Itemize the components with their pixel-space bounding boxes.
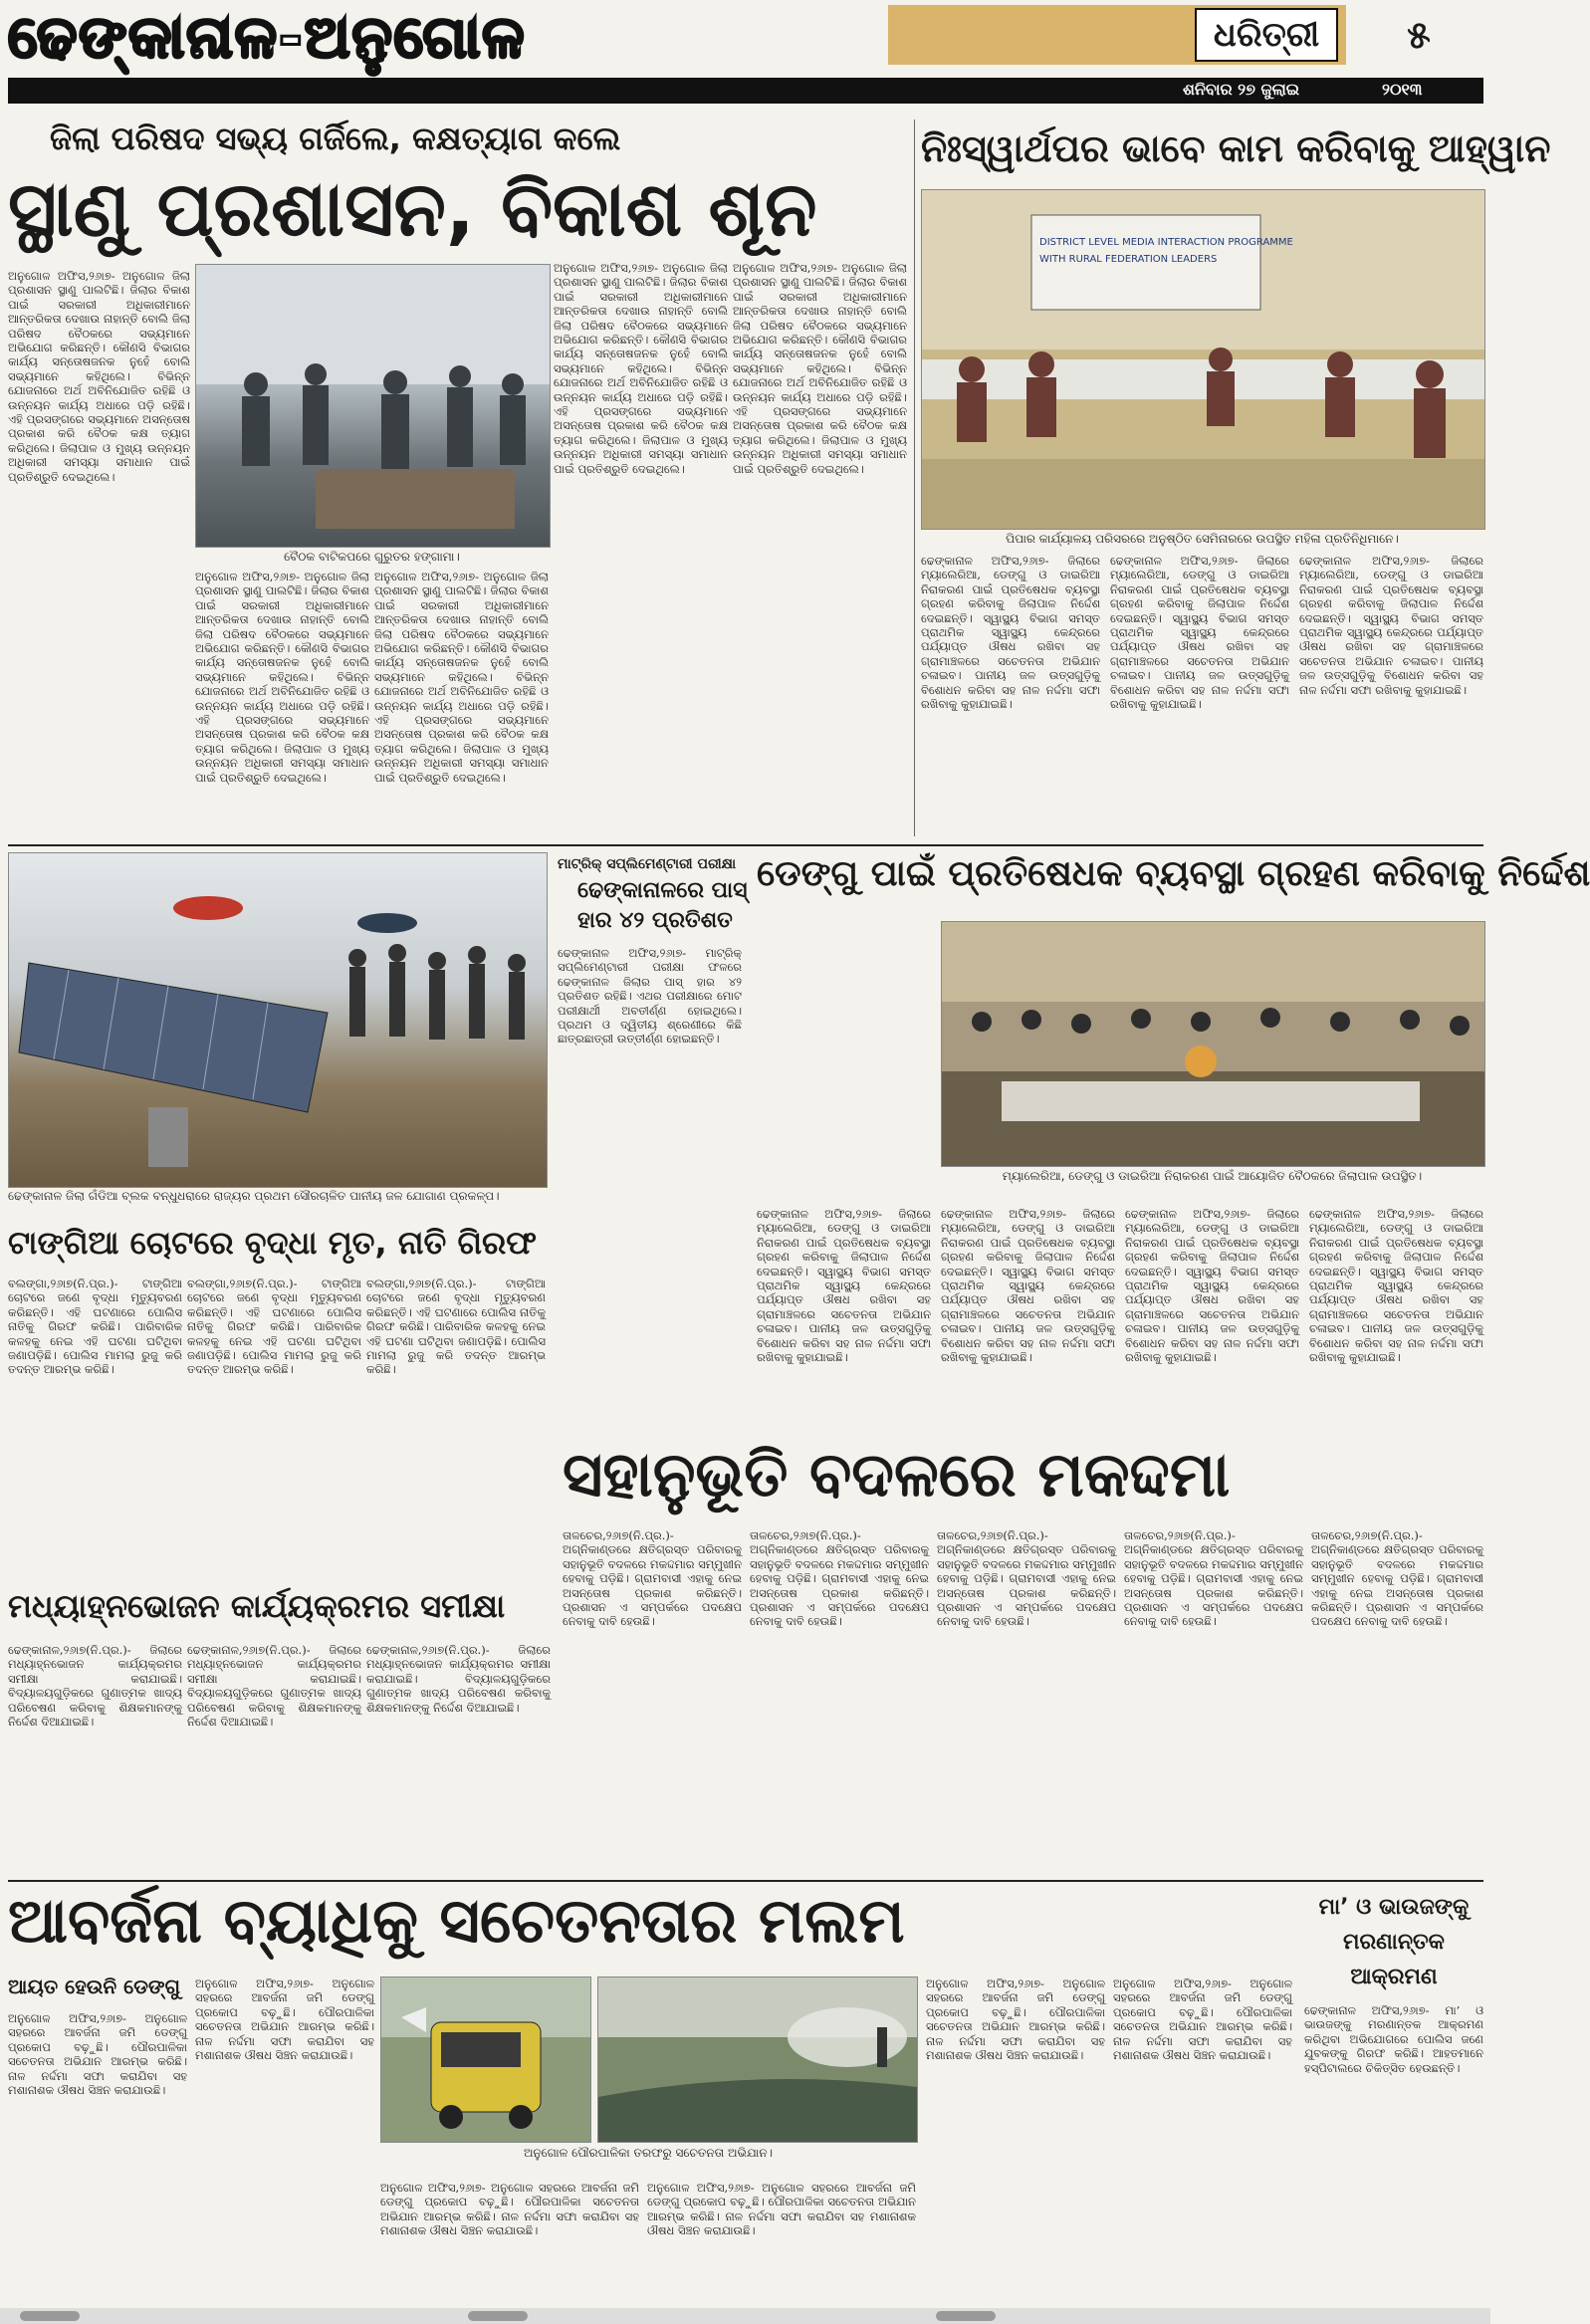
story2-column-3: ଢେଙ୍କାନାଳ ଅଫିସ,୨୬ା୭- ଜିଲାରେ ମ୍ୟାଲେରିଆ, ଡେଙ୍ଗୁ ଓ ଡାଇରିଆ ନିରାକରଣ ପାଇଁ ପ୍ରତିଷେଧକ ବ୍ୟବସ୍ଥା ଗ୍ରହଣ କରିବାକୁ ଜିଲାପାଳ ନିର୍ଦ୍ଦେଶ ଦେଇଛନ୍ତି। ସ୍ୱାସ୍ଥ୍ୟ ବିଭାଗ ସମସ୍ତ ପ୍ରାଥମିକ ସ୍ୱାସ୍ଥ୍ୟ କେନ୍ଦ୍ରରେ ପର୍ଯ୍ୟାପ୍ତ ଔଷଧ ରଖିବା ସହ ଗ୍ରାମାଞ୍ଚଳରେ ସଚେତନତା ଅଭିଯାନ ଚଳାଇବ। ପାନୀୟ ଜଳ ଉତ୍ସଗୁଡ଼ିକୁ ବିଶୋଧନ କରିବା ସହ ନାଳ ନର୍ଦ୍ଦମା ସଫା ରଖିବାକୁ କୁହାଯାଇଛି।	[1299, 554, 1483, 697]
story9-headline: ଆବର୍ଜନା ବ୍ୟାଧିକୁ ସଚେତନତାର ମଲମ	[8, 1884, 905, 1957]
year-text: ୨୦୧୩	[1382, 80, 1423, 99]
column-rule	[914, 119, 915, 836]
story5-headline: ଡେଙ୍ଗୁ ପାଇଁ ପ୍ରତିଷେଧକ ବ୍ୟବସ୍ଥା ଗ୍ରହଣ କରିବାକୁ ନିର୍ଦ୍ଦେଶ	[757, 853, 1590, 894]
story7-column-4: ତାଳଚେର,୨୬ା୭(ନି.ପ୍ର.)- ଅଗ୍ନିକାଣ୍ଡରେ କ୍ଷତିଗ୍ରସ୍ତ ପରିବାରକୁ ସହାନୁଭୂତି ବଦଳରେ ମକଦ୍ଦମାର ସମ୍ମୁଖୀନ ହେବାକୁ ପଡ଼ିଛି। ଗ୍ରାମବାସୀ ଏହାକୁ ନେଇ ଅସନ୍ତୋଷ ପ୍ରକାଶ କରିଛନ୍ତି। ପ୍ରଶାସନ ଏ ସମ୍ପର୍କରେ ପଦକ୍ଷେପ ନେବାକୁ ଦାବି ହେଉଛି।	[1124, 1528, 1303, 1629]
story5-column-4: ଢେଙ୍କାନାଳ ଅଫିସ,୨୬ା୭- ଜିଲାରେ ମ୍ୟାଲେରିଆ, ଡେଙ୍ଗୁ ଓ ଡାଇରିଆ ନିରାକରଣ ପାଇଁ ପ୍ରତିଷେଧକ ବ୍ୟବସ୍ଥା ଗ୍ରହଣ କରିବାକୁ ଜିଲାପାଳ ନିର୍ଦ୍ଦେଶ ଦେଇଛନ୍ତି। ସ୍ୱାସ୍ଥ୍ୟ ବିଭାଗ ସମସ୍ତ ପ୍ରାଥମିକ ସ୍ୱାସ୍ଥ୍ୟ କେନ୍ଦ୍ରରେ ପର୍ଯ୍ୟାପ୍ତ ଔଷଧ ରଖିବା ସହ ଗ୍ରାମାଞ୍ଚଳରେ ସଚେତନତା ଅଭିଯାନ ଚଳାଇବ। ପାନୀୟ ଜଳ ଉତ୍ସଗୁଡ଼ିକୁ ବିଶୋଧନ କରିବା ସହ ନାଳ ନର୍ଦ୍ଦମା ସଫା ରଖିବାକୁ କୁହାଯାଇଛି।	[1309, 1207, 1483, 1365]
story2-column-2: ଢେଙ୍କାନାଳ ଅଫିସ,୨୬ା୭- ଜିଲାରେ ମ୍ୟାଲେରିଆ, ଡେଙ୍ଗୁ ଓ ଡାଇରିଆ ନିରାକରଣ ପାଇଁ ପ୍ରତିଷେଧକ ବ୍ୟବସ୍ଥା ଗ୍ରହଣ କରିବାକୁ ଜିଲାପାଳ ନିର୍ଦ୍ଦେଶ ଦେଇଛନ୍ତି। ସ୍ୱାସ୍ଥ୍ୟ ବିଭାଗ ସମସ୍ତ ପ୍ରାଥମିକ ସ୍ୱାସ୍ଥ୍ୟ କେନ୍ଦ୍ରରେ ପର୍ଯ୍ୟାପ୍ତ ଔଷଧ ରଖିବା ସହ ଗ୍ରାମାଞ୍ଚଳରେ ସଚେତନତା ଅଭିଯାନ ଚଳାଇବ। ପାନୀୟ ଜଳ ଉତ୍ସଗୁଡ଼ିକୁ ବିଶୋଧନ କରିବା ସହ ନାଳ ନର୍ଦ୍ଦମା ସଫା ରଖିବାକୁ କୁହାଯାଇଛି।	[1110, 554, 1289, 712]
story7-headline: ସହାନୁଭୂତି ବଦଳରେ ମକଦ୍ଦମା	[563, 1438, 1231, 1511]
story6-column-1: ବଲଙ୍ଗା,୨୬ା୭(ନି.ପ୍ର.)- ଟାଙ୍ଗିଆ ଚୋଟରେ ଜଣେ ବୃଦ୍ଧା ମୃତ୍ୟୁବରଣ କରିଛନ୍ତି। ଏହି ଘଟଣାରେ ପୋଲିସ ନାତିକୁ ଗିରଫ କରିଛି। ପାରିବାରିକ କଳହକୁ ନେଇ ଏହି ଘଟଣା ଘଟିଥିବା ଜଣାପଡ଼ିଛି। ପୋଲିସ ମାମଲା ରୁଜୁ କରି ତଦନ୍ତ ଆରମ୍ଭ କରିଛି।	[8, 1277, 182, 1377]
story4-headline-line2: ହାର ୪୨ ପ୍ରତିଶତ	[577, 908, 733, 933]
story7-column-2: ତାଳଚେର,୨୬ା୭(ନି.ପ୍ର.)- ଅଗ୍ନିକାଣ୍ଡରେ କ୍ଷତିଗ୍ରସ୍ତ ପରିବାରକୁ ସହାନୁଭୂତି ବଦଳରେ ମକଦ୍ଦମାର ସମ୍ମୁଖୀନ ହେବାକୁ ପଡ଼ିଛି। ଗ୍ରାମବାସୀ ଏହାକୁ ନେଇ ଅସନ୍ତୋଷ ପ୍ରକାଶ କରିଛନ୍ତି। ପ୍ରଶାସନ ଏ ସମ୍ପର୍କରେ ପଦକ୍ଷେପ ନେବାକୁ ଦାବି ହେଉଛି।	[750, 1528, 929, 1629]
story5-photo	[941, 921, 1485, 1167]
story1-headline: ସ୍ଥାଣୁ ପ୍ରଶାସନ, ବିକାଶ ଶୂନ	[8, 164, 817, 253]
story2-photo	[921, 189, 1485, 530]
masthead-title: ଢେଙ୍କାନାଳ-ଅନୁଗୋଳ	[8, 3, 527, 71]
story2-headline: ନିଃସ୍ୱାର୍ଥପର ଭାବେ କାମ କରିବାକୁ ଆହ୍ୱାନ	[921, 126, 1551, 170]
story9-column-1: ଅନୁଗୋଳ ଅଫିସ,୨୬ା୭- ଅନୁଗୋଳ ସହରରେ ଆବର୍ଜନା ଜମି ଡେଙ୍ଗୁ ପ୍ରକୋପ ବଢ଼ୁଛି। ପୌରପାଳିକା ସଚେତନତା ଅଭିଯାନ ଆରମ୍ଭ କରିଛି। ନାଳ ନର୍ଦ୍ଦମା ସଫା କରାଯିବା ସହ ମଶାନାଶକ ଔଷଧ ସିଞ୍ଚନ କରାଯାଉଛି।	[8, 2011, 187, 2098]
auto-rickshaw-photo	[381, 1977, 590, 2142]
page-number: ୫	[1407, 13, 1431, 57]
story4-column: ଢେଙ୍କାନାଳ ଅଫିସ,୨୬ା୭- ମାଟ୍ରିକ୍ ସପ୍ଲିମେଣ୍ଟାରୀ ପରୀକ୍ଷା ଫଳରେ ଢେଙ୍କାନାଳ ଜିଲାର ପାସ୍ ହାର ୪୨ ପ୍ରତିଶତ ରହିଛି। ଏଥର ପରୀକ୍ଷାରେ ମୋଟ ପରୀକ୍ଷାର୍ଥୀ ଅବତୀର୍ଣ୍ଣ ହୋଇଥିଲେ। ପ୍ରଥମ ଓ ଦ୍ୱିତୀୟ ଶ୍ରେଣୀରେ କିଛି ଛାତ୍ରଛାତ୍ରୀ ଉତ୍ତୀର୍ଣ୍ଣ ହୋଇଛନ୍ତି।	[558, 946, 742, 1046]
story6-column-3: ବଲଙ୍ଗା,୨୬ା୭(ନି.ପ୍ର.)- ଟାଙ୍ଗିଆ ଚୋଟରେ ଜଣେ ବୃଦ୍ଧା ମୃତ୍ୟୁବରଣ କରିଛନ୍ତି। ଏହି ଘଟଣାରେ ପୋଲିସ ନାତିକୁ ଗିରଫ କରିଛି। ପାରିବାରିକ କଳହକୁ ନେଇ ଏହି ଘଟଣା ଘଟିଥିବା ଜଣାପଡ଼ିଛି। ପୋଲିସ ମାମଲା ରୁଜୁ କରି ତଦନ୍ତ ଆରମ୍ଭ କରିଛି।	[366, 1277, 546, 1377]
dateline-bar	[8, 78, 1483, 104]
story3-photo	[8, 852, 548, 1188]
story5-column-2: ଢେଙ୍କାନାଳ ଅଫିସ,୨୬ା୭- ଜିଲାରେ ମ୍ୟାଲେରିଆ, ଡେଙ୍ଗୁ ଓ ଡାଇରିଆ ନିରାକରଣ ପାଇଁ ପ୍ରତିଷେଧକ ବ୍ୟବସ୍ଥା ଗ୍ରହଣ କରିବାକୁ ଜିଲାପାଳ ନିର୍ଦ୍ଦେଶ ଦେଇଛନ୍ତି। ସ୍ୱାସ୍ଥ୍ୟ ବିଭାଗ ସମସ୍ତ ପ୍ରାଥମିକ ସ୍ୱାସ୍ଥ୍ୟ କେନ୍ଦ୍ରରେ ପର୍ଯ୍ୟାପ୍ତ ଔଷଧ ରଖିବା ସହ ଗ୍ରାମାଞ୍ଚଳରେ ସଚେତନତା ଅଭିଯାନ ଚଳାଇବ। ପାନୀୟ ଜଳ ଉତ୍ସଗୁଡ଼ିକୁ ବିଶୋଧନ କରିବା ସହ ନାଳ ନର୍ଦ୍ଦମା ସଫା ରଖିବାକୁ କୁହାଯାଇଛି।	[941, 1207, 1115, 1365]
story7-column-5: ତାଳଚେର,୨୬ା୭(ନି.ପ୍ର.)- ଅଗ୍ନିକାଣ୍ଡରେ କ୍ଷତିଗ୍ରସ୍ତ ପରିବାରକୁ ସହାନୁଭୂତି ବଦଳରେ ମକଦ୍ଦମାର ସମ୍ମୁଖୀନ ହେବାକୁ ପଡ଼ିଛି। ଗ୍ରାମବାସୀ ଏହାକୁ ନେଇ ଅସନ୍ତୋଷ ପ୍ରକାଶ କରିଛନ୍ତି। ପ୍ରଶାସନ ଏ ସମ୍ପର୍କରେ ପଦକ୍ଷେପ ନେବାକୁ ଦାବି ହେଉଛି।	[1311, 1528, 1483, 1629]
story7-column-3: ତାଳଚେର,୨୬ା୭(ନି.ପ୍ର.)- ଅଗ୍ନିକାଣ୍ଡରେ କ୍ଷତିଗ୍ରସ୍ତ ପରିବାରକୁ ସହାନୁଭୂତି ବଦଳରେ ମକଦ୍ଦମାର ସମ୍ମୁଖୀନ ହେବାକୁ ପଡ଼ିଛି। ଗ୍ରାମବାସୀ ଏହାକୁ ନେଇ ଅସନ୍ତୋଷ ପ୍ରକାଶ କରିଛନ୍ତି। ପ୍ରଶାସନ ଏ ସମ୍ପର୍କରେ ପଦକ୍ଷେପ ନେବାକୁ ଦାବି ହେଉଛି।	[937, 1528, 1116, 1629]
story9-column-2: ଅନୁଗୋଳ ଅଫିସ,୨୬ା୭- ଅନୁଗୋଳ ସହରରେ ଆବର୍ଜନା ଜମି ଡେଙ୍ଗୁ ପ୍ରକୋପ ବଢ଼ୁଛି। ପୌରପାଳିକା ସଚେତନତା ଅଭିଯାନ ଆରମ୍ଭ କରିଛି। ନାଳ ନର୍ଦ୍ଦମା ସଫା କରାଯିବା ସହ ମଶାନାଶକ ଔଷଧ ସିଞ୍ଚନ କରାଯାଉଛି।	[195, 1976, 374, 2063]
story10-headline-line1: ମା’ ଓ ଭାଉଜଙ୍କୁ	[1318, 1895, 1470, 1920]
story8-column-3: ଢେଙ୍କାନାଳ,୨୬ା୭(ନି.ପ୍ର.)- ଜିଲାରେ ମଧ୍ୟାହ୍ନଭୋଜନ କାର୍ଯ୍ୟକ୍ରମର ସମୀକ୍ଷା କରାଯାଇଛି। ବିଦ୍ୟାଳୟଗୁଡ଼ିକରେ ଗୁଣାତ୍ମକ ଖାଦ୍ୟ ପରିବେଷଣ କରିବାକୁ ଶିକ୍ଷକମାନଙ୍କୁ ନିର୍ଦ୍ଦେଶ ଦିଆଯାଇଛି।	[366, 1643, 551, 1715]
story5-column-1: ଢେଙ୍କାନାଳ ଅଫିସ,୨୬ା୭- ଜିଲାରେ ମ୍ୟାଲେରିଆ, ଡେଙ୍ଗୁ ଓ ଡାଇରିଆ ନିରାକରଣ ପାଇଁ ପ୍ରତିଷେଧକ ବ୍ୟବସ୍ଥା ଗ୍ରହଣ କରିବାକୁ ଜିଲାପାଳ ନିର୍ଦ୍ଦେଶ ଦେଇଛନ୍ତି। ସ୍ୱାସ୍ଥ୍ୟ ବିଭାଗ ସମସ୍ତ ପ୍ରାଥମିକ ସ୍ୱାସ୍ଥ୍ୟ କେନ୍ଦ୍ରରେ ପର୍ଯ୍ୟାପ୍ତ ଔଷଧ ରଖିବା ସହ ଗ୍ରାମାଞ୍ଚଳରେ ସଚେତନତା ଅଭିଯାନ ଚଳାଇବ। ପାନୀୟ ଜଳ ଉତ୍ସଗୁଡ଼ିକୁ ବିଶୋଧନ କରିବା ସହ ନାଳ ନର୍ଦ୍ଦମା ସଫା ରଖିବାକୁ କୁହାଯାଇଛି।	[757, 1207, 931, 1365]
seminar-photo	[922, 190, 1484, 529]
story4-kicker: ମାଟ୍ରିକ୍ ସପ୍ଲିମେଣ୍ଟାରୀ ପରୀକ୍ଷା	[558, 856, 737, 872]
meeting-photo-figures	[196, 265, 550, 547]
story1-column-2: ଅନୁଗୋଳ ଅଫିସ,୨୬ା୭- ଅନୁଗୋଳ ଜିଲା ପ୍ରଶାସନ ସ୍ଥାଣୁ ପାଲଟିଛି। ଜିଲାର ବିକାଶ ପାଇଁ ସରକାରୀ ଅଧିକାରୀମାନେ ଆନ୍ତରିକତା ଦେଖାଉ ନାହାନ୍ତି ବୋଲି ଜିଲା ପରିଷଦ ବୈଠକରେ ସଭ୍ୟମାନେ ଅଭିଯୋଗ କରିଛନ୍ତି। କୌଣସି ବିଭାଗର କାର୍ଯ୍ୟ ସନ୍ତୋଷଜନକ ନୁହେଁ ବୋଲି ସଭ୍ୟମାନେ କହିଥିଲେ। ବିଭିନ୍ନ ଯୋଜନାରେ ଅର୍ଥ ଅବିନିଯୋଜିତ ରହିଛି ଓ ଉନ୍ନୟନ କାର୍ଯ୍ୟ ଅଧାରେ ପଡ଼ି ରହିଛି। ଏହି ପ୍ରସଙ୍ଗରେ ସଭ୍ୟମାନେ ଅସନ୍ତୋଷ ପ୍ରକାଶ କରି ବୈଠକ କକ୍ଷ ତ୍ୟାଗ କରିଥିଲେ। ଜିଲାପାଳ ଓ ମୁଖ୍ୟ ଉନ୍ନୟନ ଅଧିକାରୀ ସମସ୍ୟା ସମାଧାନ ପାଇଁ ପ୍ରତିଶ୍ରୁତି ଦେଇଥିଲେ।	[195, 570, 369, 785]
story1-column-3: ଅନୁଗୋଳ ଅଫିସ,୨୬ା୭- ଅନୁଗୋଳ ଜିଲା ପ୍ରଶାସନ ସ୍ଥାଣୁ ପାଲଟିଛି। ଜିଲାର ବିକାଶ ପାଇଁ ସରକାରୀ ଅଧିକାରୀମାନେ ଆନ୍ତରିକତା ଦେଖାଉ ନାହାନ୍ତି ବୋଲି ଜିଲା ପରିଷଦ ବୈଠକରେ ସଭ୍ୟମାନେ ଅଭିଯୋଗ କରିଛନ୍ତି। କୌଣସି ବିଭାଗର କାର୍ଯ୍ୟ ସନ୍ତୋଷଜନକ ନୁହେଁ ବୋଲି ସଭ୍ୟମାନେ କହିଥିଲେ। ବିଭିନ୍ନ ଯୋଜନାରେ ଅର୍ଥ ଅବିନିଯୋଜିତ ରହିଛି ଓ ଉନ୍ନୟନ କାର୍ଯ୍ୟ ଅଧାରେ ପଡ଼ି ରହିଛି। ଏହି ପ୍ରସଙ୍ଗରେ ସଭ୍ୟମାନେ ଅସନ୍ତୋଷ ପ୍ରକାଶ କରି ବୈଠକ କକ୍ଷ ତ୍ୟାଗ କରିଥିଲେ। ଜିଲାପାଳ ଓ ମୁଖ୍ୟ ଉନ୍ନୟନ ଅଧିକାରୀ ସମସ୍ୟା ସମାଧାନ ପାଇଁ ପ୍ରତିଶ୍ରୁତି ଦେଇଥିଲେ।	[374, 570, 549, 785]
story9-column-5: ଅନୁଗୋଳ ଅଫିସ,୨୬ା୭- ଅନୁଗୋଳ ସହରରେ ଆବର୍ଜନା ଜମି ଡେଙ୍ଗୁ ପ୍ରକୋପ ବଢ଼ୁଛି। ପୌରପାଳିକା ସଚେତନତା ଅଭିଯାନ ଆରମ୍ଭ କରିଛି। ନାଳ ନର୍ଦ୍ଦମା ସଫା କରାଯିବା ସହ ମଶାନାଶକ ଔଷଧ ସିଞ୍ଚନ କରାଯାଉଛି।	[926, 1976, 1105, 2063]
story1-photo	[195, 264, 551, 548]
story9-photo-1	[380, 1976, 591, 2143]
newspaper-name: ଧରିତ୍ରୀ	[1195, 8, 1338, 62]
section-rule	[8, 844, 1483, 846]
story5-caption: ମ୍ୟାଲେରିଆ, ଡେଙ୍ଗୁ ଓ ଡାଇରିଆ ନିରାକରଣ ପାଇଁ ଆୟୋଜିତ ବୈଠକରେ ଜିଲାପାଳ ଉପସ୍ଥିତ।	[1002, 1169, 1423, 1183]
story1-column-5: ଅନୁଗୋଳ ଅଫିସ,୨୬ା୭- ଅନୁଗୋଳ ଜିଲା ପ୍ରଶାସନ ସ୍ଥାଣୁ ପାଲଟିଛି। ଜିଲାର ବିକାଶ ପାଇଁ ସରକାରୀ ଅଧିକାରୀମାନେ ଆନ୍ତରିକତା ଦେଖାଉ ନାହାନ୍ତି ବୋଲି ଜିଲା ପରିଷଦ ବୈଠକରେ ସଭ୍ୟମାନେ ଅଭିଯୋଗ କରିଛନ୍ତି। କୌଣସି ବିଭାଗର କାର୍ଯ୍ୟ ସନ୍ତୋଷଜନକ ନୁହେଁ ବୋଲି ସଭ୍ୟମାନେ କହିଥିଲେ। ବିଭିନ୍ନ ଯୋଜନାରେ ଅର୍ଥ ଅବିନିଯୋଜିତ ରହିଛି ଓ ଉନ୍ନୟନ କାର୍ଯ୍ୟ ଅଧାରେ ପଡ଼ି ରହିଛି। ଏହି ପ୍ରସଙ୍ଗରେ ସଭ୍ୟମାନେ ଅସନ୍ତୋଷ ପ୍ରକାଶ କରି ବୈଠକ କକ୍ଷ ତ୍ୟାଗ କରିଥିଲେ। ଜିଲାପାଳ ଓ ମୁଖ୍ୟ ଉନ୍ନୟନ ଅଧିକାରୀ ସମସ୍ୟା ସମାଧାନ ପାଇଁ ପ୍ରତିଶ୍ରୁତି ଦେଇଥିଲେ।	[733, 261, 907, 476]
solar-panel-photo	[9, 853, 547, 1187]
story9-column-4: ଅନୁଗୋଳ ଅଫିସ,୨୬ା୭- ଅନୁଗୋଳ ସହରରେ ଆବର୍ଜନା ଜମି ଡେଙ୍ଗୁ ପ୍ରକୋପ ବଢ଼ୁଛି। ପୌରପାଳିକା ସଚେତନତା ଅଭିଯାନ ଆରମ୍ଭ କରିଛି। ନାଳ ନର୍ଦ୍ଦମା ସଫା କରାଯିବା ସହ ମଶାନାଶକ ଔଷଧ ସିଞ୍ଚନ କରାଯାଉଛି।	[647, 2181, 916, 2238]
story1-column-1: ଅନୁଗୋଳ ଅଫିସ,୨୬ା୭- ଅନୁଗୋଳ ଜିଲା ପ୍ରଶାସନ ସ୍ଥାଣୁ ପାଲଟିଛି। ଜିଲାର ବିକାଶ ପାଇଁ ସରକାରୀ ଅଧିକାରୀମାନେ ଆନ୍ତରିକତା ଦେଖାଉ ନାହାନ୍ତି ବୋଲି ଜିଲା ପରିଷଦ ବୈଠକରେ ସଭ୍ୟମାନେ ଅଭିଯୋଗ କରିଛନ୍ତି। କୌଣସି ବିଭାଗର କାର୍ଯ୍ୟ ସନ୍ତୋଷଜନକ ନୁହେଁ ବୋଲି ସଭ୍ୟମାନେ କହିଥିଲେ। ବିଭିନ୍ନ ଯୋଜନାରେ ଅର୍ଥ ଅବିନିଯୋଜିତ ରହିଛି ଓ ଉନ୍ନୟନ କାର୍ଯ୍ୟ ଅଧାରେ ପଡ଼ି ରହିଛି। ଏହି ପ୍ରସଙ୍ଗରେ ସଭ୍ୟମାନେ ଅସନ୍ତୋଷ ପ୍ରକାଶ କରି ବୈଠକ କକ୍ଷ ତ୍ୟାଗ କରିଥିଲେ। ଜିଲାପାଳ ଓ ମୁଖ୍ୟ ଉନ୍ନୟନ ଅଧିକାରୀ ସମସ୍ୟା ସମାଧାନ ପାଇଁ ପ୍ରତିଶ୍ରୁତି ଦେଇଥିଲେ।	[8, 269, 190, 484]
story8-headline: ମଧ୍ୟାହ୍ନଭୋଜନ କାର୍ଯ୍ୟକ୍ରମର ସମୀକ୍ଷା	[8, 1587, 506, 1625]
story9-column-6: ଅନୁଗୋଳ ଅଫିସ,୨୬ା୭- ଅନୁଗୋଳ ସହରରେ ଆବର୍ଜନା ଜମି ଡେଙ୍ଗୁ ପ୍ରକୋପ ବଢ଼ୁଛି। ପୌରପାଳିକା ସଚେତନତା ଅଭିଯାନ ଆରମ୍ଭ କରିଛି। ନାଳ ନର୍ଦ୍ଦମା ସଫା କରାଯିବା ସହ ମଶାନାଶକ ଔଷଧ ସିଞ୍ଚନ କରାଯାଉଛି।	[1113, 1976, 1292, 2063]
story10-headline-line3: ଆକ୍ରମଣ	[1350, 1965, 1438, 1989]
story8-column-2: ଢେଙ୍କାନାଳ,୨୬ା୭(ନି.ପ୍ର.)- ଜିଲାରେ ମଧ୍ୟାହ୍ନଭୋଜନ କାର୍ଯ୍ୟକ୍ରମର ସମୀକ୍ଷା କରାଯାଇଛି। ବିଦ୍ୟାଳୟଗୁଡ଼ିକରେ ଗୁଣାତ୍ମକ ଖାଦ୍ୟ ପରିବେଷଣ କରିବାକୁ ଶିକ୍ଷକମାନଙ୍କୁ ନିର୍ଦ୍ଦେଶ ଦିଆଯାଇଛି।	[187, 1643, 361, 1730]
drain-spraying-photo	[598, 1977, 917, 2142]
scroll-thumb-middle[interactable]	[468, 2311, 528, 2321]
story7-column-1: ତାଳଚେର,୨୬ା୭(ନି.ପ୍ର.)- ଅଗ୍ନିକାଣ୍ଡରେ କ୍ଷତିଗ୍ରସ୍ତ ପରିବାରକୁ ସହାନୁଭୂତି ବଦଳରେ ମକଦ୍ଦମାର ସମ୍ମୁଖୀନ ହେବାକୁ ପଡ଼ିଛି। ଗ୍ରାମବାସୀ ଏହାକୁ ନେଇ ଅସନ୍ତୋଷ ପ୍ରକାଶ କରିଛନ୍ତି। ପ୍ରଶାସନ ଏ ସମ୍ପର୍କରେ ପଦକ୍ଷେପ ନେବାକୁ ଦାବି ହେଉଛି।	[563, 1528, 742, 1629]
banner-line-2: WITH RURAL FEDERATION LEADERS	[1039, 254, 1218, 265]
story2-caption: ପିପାର କାର୍ଯ୍ୟାଳୟ ପରିସରରେ ଅନୁଷ୍ଠିତ ସେମିନାରରେ ଉପସ୍ଥିତ ମହିଳା ପ୍ରତିନିଧିମାନେ।	[1006, 532, 1399, 546]
story6-column-2: ବଲଙ୍ଗା,୨୬ା୭(ନି.ପ୍ର.)- ଟାଙ୍ଗିଆ ଚୋଟରେ ଜଣେ ବୃଦ୍ଧା ମୃତ୍ୟୁବରଣ କରିଛନ୍ତି। ଏହି ଘଟଣାରେ ପୋଲିସ ନାତିକୁ ଗିରଫ କରିଛି। ପାରିବାରିକ କଳହକୁ ନେଇ ଏହି ଘଟଣା ଘଟିଥିବା ଜଣାପଡ଼ିଛି। ପୋଲିସ ମାମଲା ରୁଜୁ କରି ତଦନ୍ତ ଆରମ୍ଭ କରିଛି।	[187, 1277, 361, 1377]
story9-subhead: ଆୟତ ହେଉନି ଡେଙ୍ଗୁ	[8, 1975, 180, 1998]
story9-caption: ଅନୁଗୋଳ ପୌରପାଳିକା ତରଫରୁ ସଚେତନତା ଅଭିଯାନ।	[523, 2146, 774, 2160]
story6-headline: ଟାଙ୍ଗିଆ ଚୋଟରେ ବୃଦ୍ଧା ମୃତ, ନାତି ଗିରଫ	[8, 1224, 538, 1262]
story1-kicker: ଜିଲା ପରିଷଦ ସଭ୍ୟ ଗର୍ଜିଲେ, କକ୍ଷତ୍ୟାଗ କଲେ	[50, 119, 621, 157]
story1-caption: ବୈଠକ ବାଟିକପରେ ଗୁରୁତର ହଙ୍ଗାମା।	[284, 550, 460, 564]
story2-column-1: ଢେଙ୍କାନାଳ ଅଫିସ,୨୬ା୭- ଜିଲାରେ ମ୍ୟାଲେରିଆ, ଡେଙ୍ଗୁ ଓ ଡାଇରିଆ ନିରାକରଣ ପାଇଁ ପ୍ରତିଷେଧକ ବ୍ୟବସ୍ଥା ଗ୍ରହଣ କରିବାକୁ ଜିଲାପାଳ ନିର୍ଦ୍ଦେଶ ଦେଇଛନ୍ତି। ସ୍ୱାସ୍ଥ୍ୟ ବିଭାଗ ସମସ୍ତ ପ୍ରାଥମିକ ସ୍ୱାସ୍ଥ୍ୟ କେନ୍ଦ୍ରରେ ପର୍ଯ୍ୟାପ୍ତ ଔଷଧ ରଖିବା ସହ ଗ୍ରାମାଞ୍ଚଳରେ ସଚେତନତା ଅଭିଯାନ ଚଳାଇବ। ପାନୀୟ ଜଳ ଉତ୍ସଗୁଡ଼ିକୁ ବିଶୋଧନ କରିବା ସହ ନାଳ ନର୍ଦ୍ଦମା ସଫା ରଖିବାକୁ କୁହାଯାଇଛି।	[921, 554, 1100, 712]
story10-headline-line2: ମରଣାନ୍ତକ	[1343, 1930, 1445, 1955]
story5-column-3: ଢେଙ୍କାନାଳ ଅଫିସ,୨୬ା୭- ଜିଲାରେ ମ୍ୟାଲେରିଆ, ଡେଙ୍ଗୁ ଓ ଡାଇରିଆ ନିରାକରଣ ପାଇଁ ପ୍ରତିଷେଧକ ବ୍ୟବସ୍ଥା ଗ୍ରହଣ କରିବାକୁ ଜିଲାପାଳ ନିର୍ଦ୍ଦେଶ ଦେଇଛନ୍ତି। ସ୍ୱାସ୍ଥ୍ୟ ବିଭାଗ ସମସ୍ତ ପ୍ରାଥମିକ ସ୍ୱାସ୍ଥ୍ୟ କେନ୍ଦ୍ରରେ ପର୍ଯ୍ୟାପ୍ତ ଔଷଧ ରଖିବା ସହ ଗ୍ରାମାଞ୍ଚଳରେ ସଚେତନତା ଅଭିଯାନ ଚଳାଇବ। ପାନୀୟ ଜଳ ଉତ୍ସଗୁଡ଼ିକୁ ବିଶୋଧନ କରିବା ସହ ନାଳ ନର୍ଦ୍ଦମା ସଫା ରଖିବାକୁ କୁହାଯାଇଛି।	[1125, 1207, 1299, 1365]
scroll-thumb-right[interactable]	[936, 2311, 996, 2321]
story9-photo-2	[597, 1976, 918, 2143]
story10-column: ଢେଙ୍କାନାଳ ଅଫିସ,୨୬ା୭- ମା’ ଓ ଭାଉଜଙ୍କୁ ମରଣାନ୍ତକ ଆକ୍ରମଣ କରିଥିବା ଅଭିଯୋଗରେ ପୋଲିସ ଜଣେ ଯୁବକଙ୍କୁ ଗିରଫ କରିଛି। ଆହତମାନେ ହସ୍ପିଟାଲରେ ଚିକିତ୍ସିତ ହେଉଛନ୍ତି।	[1304, 2003, 1483, 2075]
meeting-hall-photo	[942, 922, 1484, 1166]
scroll-thumb-left[interactable]	[20, 2311, 80, 2321]
story8-column-1: ଢେଙ୍କାନାଳ,୨୬ା୭(ନି.ପ୍ର.)- ଜିଲାରେ ମଧ୍ୟାହ୍ନଭୋଜନ କାର୍ଯ୍ୟକ୍ରମର ସମୀକ୍ଷା କରାଯାଇଛି। ବିଦ୍ୟାଳୟଗୁଡ଼ିକରେ ଗୁଣାତ୍ମକ ଖାଦ୍ୟ ପରିବେଷଣ କରିବାକୁ ଶିକ୍ଷକମାନଙ୍କୁ ନିର୍ଦ୍ଦେଶ ଦିଆଯାଇଛି।	[8, 1643, 182, 1730]
horizontal-scrollbar[interactable]	[0, 2308, 1490, 2324]
story1-column-4: ଅନୁଗୋଳ ଅଫିସ,୨୬ା୭- ଅନୁଗୋଳ ଜିଲା ପ୍ରଶାସନ ସ୍ଥାଣୁ ପାଲଟିଛି। ଜିଲାର ବିକାଶ ପାଇଁ ସରକାରୀ ଅଧିକାରୀମାନେ ଆନ୍ତରିକତା ଦେଖାଉ ନାହାନ୍ତି ବୋଲି ଜିଲା ପରିଷଦ ବୈଠକରେ ସଭ୍ୟମାନେ ଅଭିଯୋଗ କରିଛନ୍ତି। କୌଣସି ବିଭାଗର କାର୍ଯ୍ୟ ସନ୍ତୋଷଜନକ ନୁହେଁ ବୋଲି ସଭ୍ୟମାନେ କହିଥିଲେ। ବିଭିନ୍ନ ଯୋଜନାରେ ଅର୍ଥ ଅବିନିଯୋଜିତ ରହିଛି ଓ ଉନ୍ନୟନ କାର୍ଯ୍ୟ ଅଧାରେ ପଡ଼ି ରହିଛି। ଏହି ପ୍ରସଙ୍ଗରେ ସଭ୍ୟମାନେ ଅସନ୍ତୋଷ ପ୍ରକାଶ କରି ବୈଠକ କକ୍ଷ ତ୍ୟାଗ କରିଥିଲେ। ଜିଲାପାଳ ଓ ମୁଖ୍ୟ ଉନ୍ନୟନ ଅଧିକାରୀ ସମସ୍ୟା ସମାଧାନ ପାଇଁ ପ୍ରତିଶ୍ରୁତି ଦେଇଥିଲେ।	[554, 261, 728, 476]
date-text: ଶନିବାର ୨୭ ଜୁଲାଇ	[1183, 80, 1300, 99]
story3-caption: ଢେଙ୍କାନାଳ ଜିଲା ଗଁଡିଆ ବ୍ଲକ ବନ୍ଧୁଧରାରେ ରାଜ୍ୟର ପ୍ରଥମ ସୌରଚାଳିତ ପାନୀୟ ଜଳ ଯୋଗାଣ ପ୍ରକଳ୍ପ।	[8, 1189, 500, 1203]
section-rule-2	[8, 1880, 1483, 1882]
story9-column-3: ଅନୁଗୋଳ ଅଫିସ,୨୬ା୭- ଅନୁଗୋଳ ସହରରେ ଆବର୍ଜନା ଜମି ଡେଙ୍ଗୁ ପ୍ରକୋପ ବଢ଼ୁଛି। ପୌରପାଳିକା ସଚେତନତା ଅଭିଯାନ ଆରମ୍ଭ କରିଛି। ନାଳ ନର୍ଦ୍ଦମା ସଫା କରାଯିବା ସହ ମଶାନାଶକ ଔଷଧ ସିଞ୍ଚନ କରାଯାଉଛି।	[380, 2181, 639, 2238]
story4-headline-line1: ଢେଙ୍କାନାଳରେ ପାସ୍	[577, 878, 748, 903]
banner-line-1: DISTRICT LEVEL MEDIA INTERACTION PROGRAMME	[1039, 237, 1293, 248]
